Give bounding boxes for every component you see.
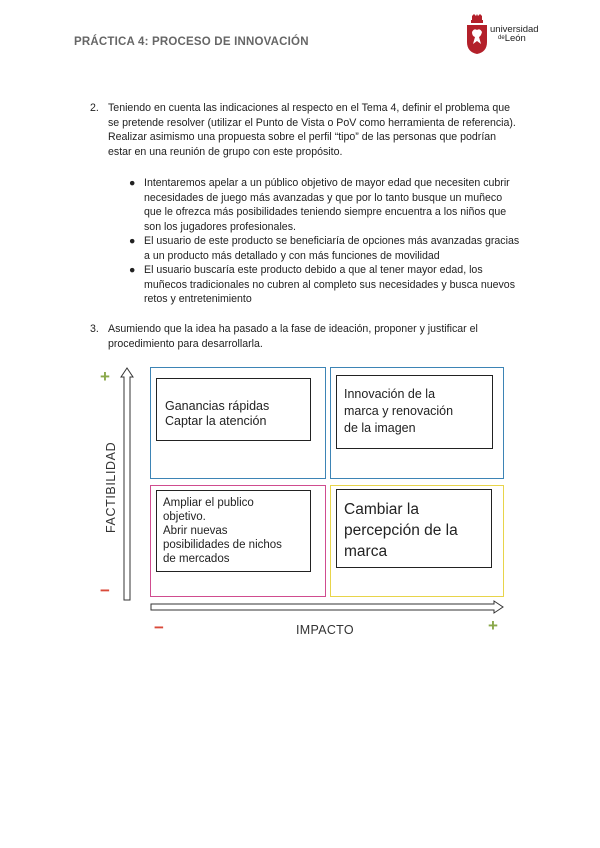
bullet-text: El usuario de este producto se beneficiaría de opciones más avanzadas gracias a un producto más detallado y con más funciones de movilidad [144, 235, 520, 262]
question-2-bullets [126, 176, 521, 307]
question-3 [90, 322, 520, 351]
box-line: marca [344, 543, 388, 560]
logo-text-leon: León [504, 33, 526, 44]
page-title: PRÁCTICA 4: PROCESO DE INNOVACIÓN [74, 36, 309, 48]
minus-icon: − [154, 618, 164, 637]
plus-icon: + [488, 616, 498, 635]
box-line: Captar la atención [165, 414, 267, 428]
expand-audience-box [156, 490, 311, 572]
bullet-item [126, 234, 521, 263]
question-2-number: 2. [90, 102, 99, 114]
quadrant-bottom-left [150, 485, 326, 597]
box-line: marca y renovación [344, 404, 454, 418]
box-line: Abrir nuevas [163, 525, 228, 537]
logo-text-de: de [498, 35, 505, 41]
quadrant-top-right [330, 367, 504, 479]
box-line: Innovación de la [344, 387, 436, 401]
question-2 [90, 101, 520, 159]
question-3-number: 3. [90, 323, 99, 335]
logo-text-line1: universidad [490, 24, 539, 35]
university-logo [466, 14, 558, 60]
box-line: Ganancias rápidas [165, 399, 270, 413]
bullet-text: El usuario buscaría este producto debido a que al tener mayor edad, los muñecos tradicionales no cubren al completo sus necesidades y busca nuevos retos y entretenimiento [144, 264, 515, 305]
brand-innovation-box [336, 375, 493, 449]
minus-icon: − [100, 581, 110, 600]
quadrant-bottom-right [330, 485, 504, 597]
bullet-text: Intentaremos apelar a un público objetivo de mayor edad que necesiten cubrir necesidades de juego más avanzadas y que por lo tanto busque un muñeco que le ofrezca más posibilidades teniendo siempre encuentra a los niños que son los jugadores profesionales. [144, 177, 510, 233]
x-axis-label: IMPACTO [296, 623, 354, 637]
shield-icon [466, 14, 488, 54]
question-2-text: Teniendo en cuenta las indicaciones al respecto en el Tema 4, definir el problema que se pretende resolver (utilizar el Punto de Vista o PoV como herramienta de referencia). Realizar asimismo una propuesta sobre el perfil “tipo” de las personas que podrían estar en una reunión de grupo con este propósito. [108, 102, 516, 158]
box-line: Cambiar la [344, 501, 419, 518]
box-line: objetivo. [163, 511, 206, 523]
brand-perception-box [336, 489, 492, 568]
bullet-icon: ● [129, 264, 136, 276]
y-axis-label: FACTIBILIDAD [104, 441, 118, 533]
quick-wins-box [156, 378, 311, 441]
logo-text-line2 [490, 34, 539, 43]
question-3-text: Asumiendo que la idea ha pasado a la fase de ideación, proponer y justificar el procedimiento para desarrollarla. [108, 323, 478, 350]
box-line: de mercados [163, 553, 230, 565]
box-line: posibilidades de nichos [163, 539, 282, 551]
quadrant-top-left [150, 367, 326, 479]
bullet-item [126, 263, 521, 307]
bullet-item [126, 176, 521, 234]
box-line: de la imagen [344, 421, 416, 435]
y-axis-arrow [121, 368, 133, 600]
logo-text [490, 25, 539, 43]
box-line: Ampliar el publico [163, 497, 254, 509]
box-line: percepción de la [344, 522, 458, 539]
bullet-icon: ● [129, 235, 136, 247]
plus-icon: + [100, 367, 110, 386]
bullet-icon: ● [129, 177, 136, 189]
x-axis-arrow [151, 601, 503, 613]
